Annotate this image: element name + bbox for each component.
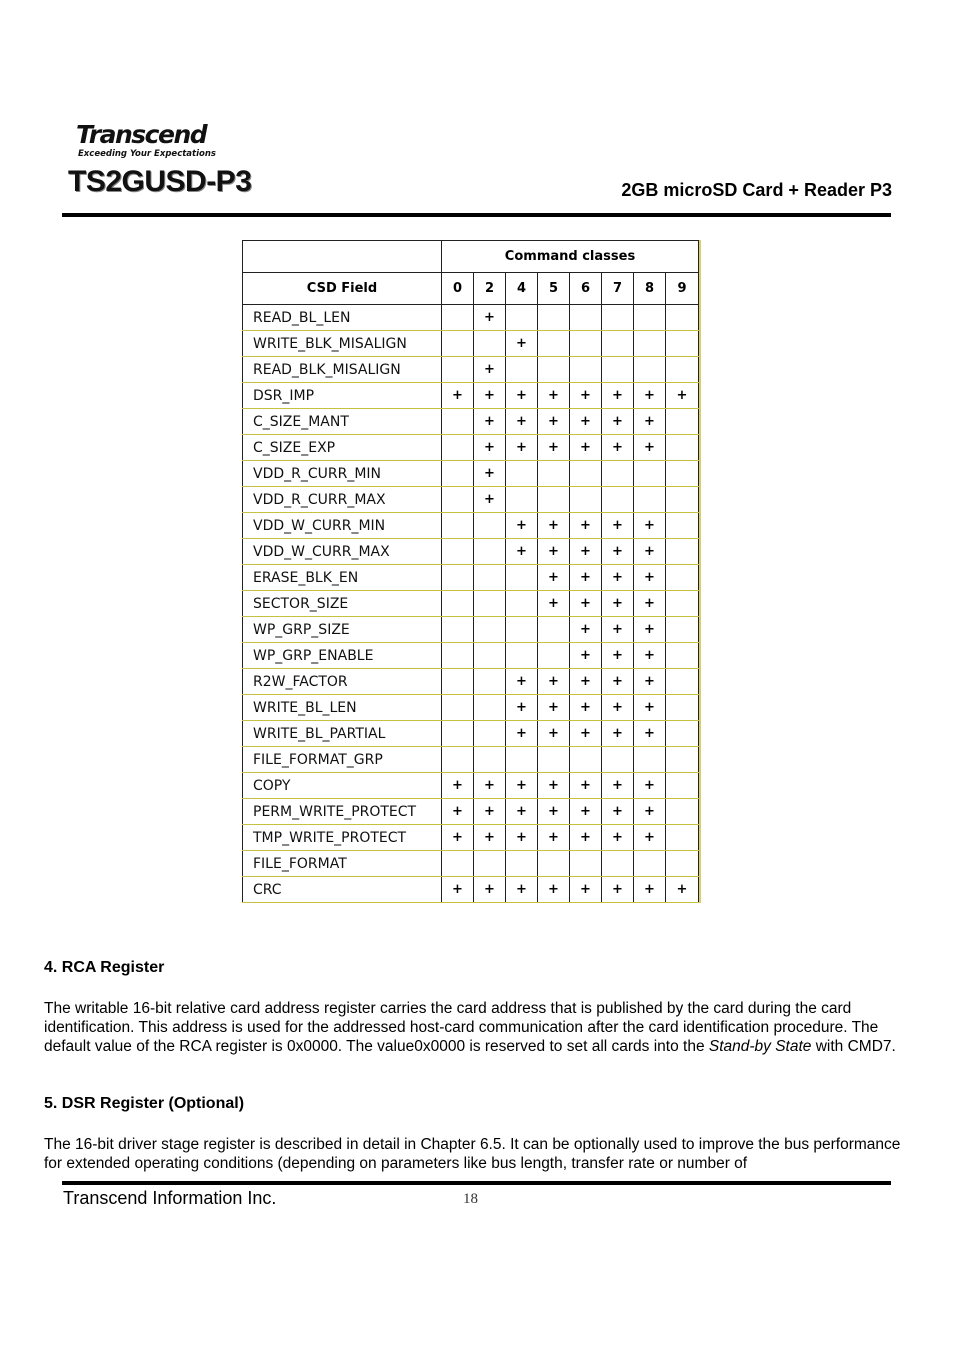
- class-support-cell: [474, 565, 506, 591]
- class-support-cell: +: [570, 513, 602, 539]
- class-support-cell: +: [538, 513, 570, 539]
- class-support-cell: +: [570, 877, 602, 903]
- class-support-cell: [506, 305, 538, 331]
- page-number: 18: [463, 1191, 478, 1207]
- class-support-cell: +: [602, 539, 634, 565]
- class-support-cell: +: [506, 435, 538, 461]
- class-support-cell: +: [634, 409, 666, 435]
- class-support-cell: [442, 721, 474, 747]
- class-support-cell: [666, 799, 699, 825]
- class-support-cell: +: [634, 721, 666, 747]
- class-support-cell: [442, 565, 474, 591]
- class-support-cell: +: [570, 383, 602, 409]
- class-support-cell: [666, 305, 699, 331]
- class-support-cell: [442, 513, 474, 539]
- class-support-cell: [442, 851, 474, 877]
- class-support-cell: [602, 357, 634, 383]
- table-row: [243, 539, 699, 565]
- class-support-cell: +: [634, 825, 666, 851]
- class-support-cell: +: [602, 435, 634, 461]
- footer-rule: [62, 1181, 891, 1185]
- logo-tagline: Exceeding Your Expectations: [78, 149, 216, 159]
- rca-section-title: 4. RCA Register: [44, 959, 165, 976]
- class-support-cell: +: [570, 539, 602, 565]
- table-row: [243, 305, 699, 331]
- class-support-cell: [442, 357, 474, 383]
- class-support-cell: +: [634, 617, 666, 643]
- table-row: [243, 721, 699, 747]
- table-row: [243, 851, 699, 877]
- class-support-cell: [666, 851, 699, 877]
- class-support-cell: [474, 643, 506, 669]
- class-support-cell: +: [474, 357, 506, 383]
- csd-field-name: C_SIZE_EXP: [243, 435, 442, 461]
- class-support-cell: [442, 331, 474, 357]
- class-support-cell: [442, 461, 474, 487]
- class-support-cell: +: [506, 877, 538, 903]
- logo-wordmark: Transcend: [76, 120, 207, 149]
- class-support-cell: +: [570, 669, 602, 695]
- class-support-cell: [666, 617, 699, 643]
- rca-text-part1: The writable 16-bit relative card address register carries the card address that is published by the card during the card identification. This address is used for the addressed host-card communication after the card identification procedure. The default value of the RCA register is 0x0000. The value0x0000 is reserved to set all cards into the: [44, 1000, 879, 1055]
- table-row: [243, 331, 699, 357]
- class-support-cell: +: [634, 435, 666, 461]
- class-support-cell: +: [634, 383, 666, 409]
- class-support-cell: [602, 851, 634, 877]
- class-support-cell: [666, 331, 699, 357]
- class-support-cell: +: [634, 877, 666, 903]
- class-support-cell: +: [538, 383, 570, 409]
- class-support-cell: [442, 643, 474, 669]
- class-support-cell: [442, 669, 474, 695]
- class-support-cell: +: [474, 383, 506, 409]
- class-support-cell: [442, 305, 474, 331]
- header-rule: [62, 213, 891, 217]
- table-row: [243, 747, 699, 773]
- class-support-cell: +: [602, 695, 634, 721]
- class-support-cell: +: [474, 461, 506, 487]
- csd-field-name: R2W_FACTOR: [243, 669, 442, 695]
- class-support-cell: +: [442, 383, 474, 409]
- csd-field-name: WP_GRP_ENABLE: [243, 643, 442, 669]
- class-support-cell: [474, 669, 506, 695]
- class-support-cell: [666, 357, 699, 383]
- class-support-cell: +: [634, 565, 666, 591]
- class-support-cell: [442, 409, 474, 435]
- class-support-cell: [474, 747, 506, 773]
- class-support-cell: +: [602, 383, 634, 409]
- class-support-cell: [634, 331, 666, 357]
- csd-field-name: VDD_W_CURR_MIN: [243, 513, 442, 539]
- class-support-cell: +: [474, 487, 506, 513]
- class-support-cell: +: [538, 721, 570, 747]
- csd-field-name: VDD_R_CURR_MAX: [243, 487, 442, 513]
- class-support-cell: [666, 539, 699, 565]
- class-support-cell: +: [570, 695, 602, 721]
- class-support-cell: +: [506, 825, 538, 851]
- csd-field-name: READ_BLK_MISALIGN: [243, 357, 442, 383]
- class-support-cell: [666, 721, 699, 747]
- table-row: [243, 877, 699, 903]
- class-support-cell: [442, 487, 474, 513]
- class-support-cell: +: [506, 773, 538, 799]
- class-support-cell: +: [442, 799, 474, 825]
- class-support-cell: [666, 461, 699, 487]
- table-row: [243, 773, 699, 799]
- table-row: [243, 409, 699, 435]
- class-support-cell: +: [602, 799, 634, 825]
- class-support-cell: +: [602, 591, 634, 617]
- class-support-cell: +: [602, 513, 634, 539]
- class-support-cell: [442, 591, 474, 617]
- class-support-cell: [474, 539, 506, 565]
- class-support-cell: [538, 357, 570, 383]
- class-support-cell: [506, 591, 538, 617]
- class-support-cell: +: [538, 799, 570, 825]
- class-support-cell: +: [570, 799, 602, 825]
- csd-field-name: WRITE_BLK_MISALIGN: [243, 331, 442, 357]
- class-support-cell: [666, 591, 699, 617]
- class-support-cell: +: [538, 669, 570, 695]
- dsr-section-title: 5. DSR Register (Optional): [44, 1095, 245, 1112]
- class-support-cell: +: [570, 617, 602, 643]
- class-support-cell: +: [602, 409, 634, 435]
- command-class-column-header: 4: [506, 273, 538, 305]
- class-support-cell: [538, 487, 570, 513]
- class-support-cell: +: [474, 825, 506, 851]
- class-support-cell: [506, 851, 538, 877]
- rca-text-emphasis: Stand-by State: [708, 1038, 812, 1055]
- class-support-cell: [538, 461, 570, 487]
- class-support-cell: [506, 747, 538, 773]
- class-support-cell: +: [506, 721, 538, 747]
- command-class-column-header: 2: [474, 273, 506, 305]
- command-class-column-header: 6: [570, 273, 602, 305]
- class-support-cell: [474, 331, 506, 357]
- class-support-cell: +: [666, 383, 699, 409]
- class-support-cell: [442, 435, 474, 461]
- csd-field-header: CSD Field: [243, 273, 442, 305]
- csd-field-name: SECTOR_SIZE: [243, 591, 442, 617]
- table-row: [243, 435, 699, 461]
- class-support-cell: [666, 669, 699, 695]
- class-support-cell: [666, 695, 699, 721]
- class-support-cell: [538, 617, 570, 643]
- class-support-cell: +: [570, 591, 602, 617]
- class-support-cell: +: [442, 773, 474, 799]
- csd-field-name: TMP_WRITE_PROTECT: [243, 825, 442, 851]
- class-support-cell: +: [602, 565, 634, 591]
- csd-field-name: WRITE_BL_PARTIAL: [243, 721, 442, 747]
- class-support-cell: +: [538, 591, 570, 617]
- class-support-cell: +: [538, 825, 570, 851]
- class-support-cell: [634, 487, 666, 513]
- class-support-cell: [634, 851, 666, 877]
- class-support-cell: +: [506, 799, 538, 825]
- table-row: [243, 461, 699, 487]
- product-subtitle: 2GB microSD Card + Reader P3: [621, 180, 892, 200]
- table-row: [243, 487, 699, 513]
- table-row: [243, 669, 699, 695]
- table-row: [243, 695, 699, 721]
- command-class-column-header: 8: [634, 273, 666, 305]
- class-support-cell: [570, 357, 602, 383]
- class-support-cell: +: [538, 565, 570, 591]
- class-support-cell: [538, 331, 570, 357]
- class-support-cell: +: [570, 721, 602, 747]
- class-support-cell: +: [474, 773, 506, 799]
- class-support-cell: +: [634, 513, 666, 539]
- csd-command-class-table: [242, 240, 699, 903]
- class-support-cell: [474, 695, 506, 721]
- class-support-cell: [666, 513, 699, 539]
- class-support-cell: +: [602, 617, 634, 643]
- csd-field-name: DSR_IMP: [243, 383, 442, 409]
- class-support-cell: +: [538, 409, 570, 435]
- csd-field-name: ERASE_BLK_EN: [243, 565, 442, 591]
- class-support-cell: +: [506, 669, 538, 695]
- table-row: [243, 643, 699, 669]
- class-support-cell: [666, 409, 699, 435]
- command-class-column-header: 7: [602, 273, 634, 305]
- transcend-logo: [68, 118, 218, 160]
- class-support-cell: +: [506, 695, 538, 721]
- class-support-cell: [506, 487, 538, 513]
- class-support-cell: [666, 773, 699, 799]
- class-support-cell: +: [570, 643, 602, 669]
- class-support-cell: +: [538, 773, 570, 799]
- csd-field-name: WRITE_BL_LEN: [243, 695, 442, 721]
- product-model: TS2GUSD-P3: [68, 165, 252, 198]
- class-support-cell: +: [602, 721, 634, 747]
- class-support-cell: +: [538, 539, 570, 565]
- class-support-cell: [634, 357, 666, 383]
- class-support-cell: [474, 721, 506, 747]
- class-support-cell: +: [474, 799, 506, 825]
- table-row: [243, 799, 699, 825]
- class-support-cell: +: [634, 591, 666, 617]
- class-support-cell: [602, 487, 634, 513]
- table-row: [243, 357, 699, 383]
- command-class-column-header: 0: [442, 273, 474, 305]
- table-corner-cell: [243, 241, 442, 273]
- class-support-cell: [474, 591, 506, 617]
- csd-field-name: FILE_FORMAT: [243, 851, 442, 877]
- csd-field-name: CRC: [243, 877, 442, 903]
- footer-company: Transcend Information Inc.: [63, 1188, 277, 1208]
- class-support-cell: [506, 461, 538, 487]
- csd-field-name: WP_GRP_SIZE: [243, 617, 442, 643]
- class-support-cell: [602, 461, 634, 487]
- class-support-cell: +: [506, 331, 538, 357]
- class-support-cell: +: [602, 669, 634, 695]
- class-support-cell: +: [538, 695, 570, 721]
- class-support-cell: [666, 565, 699, 591]
- class-support-cell: [442, 695, 474, 721]
- class-support-cell: +: [634, 669, 666, 695]
- class-support-cell: +: [602, 877, 634, 903]
- class-support-cell: [506, 565, 538, 591]
- table-row: [243, 383, 699, 409]
- csd-field-name: READ_BL_LEN: [243, 305, 442, 331]
- class-support-cell: [538, 851, 570, 877]
- class-support-cell: [634, 747, 666, 773]
- class-support-cell: [570, 331, 602, 357]
- class-support-cell: [666, 487, 699, 513]
- csd-field-name: VDD_R_CURR_MIN: [243, 461, 442, 487]
- rca-paragraph: [44, 999, 904, 1056]
- csd-field-name: C_SIZE_MANT: [243, 409, 442, 435]
- class-support-cell: [570, 461, 602, 487]
- class-support-cell: [506, 357, 538, 383]
- class-support-cell: +: [570, 435, 602, 461]
- class-support-cell: [442, 539, 474, 565]
- class-support-cell: +: [602, 825, 634, 851]
- table-row: [243, 825, 699, 851]
- class-support-cell: [602, 305, 634, 331]
- class-support-cell: +: [506, 383, 538, 409]
- class-support-cell: +: [634, 539, 666, 565]
- class-support-cell: [442, 617, 474, 643]
- class-support-cell: [570, 747, 602, 773]
- class-support-cell: [506, 643, 538, 669]
- class-support-cell: +: [570, 773, 602, 799]
- csd-field-name: VDD_W_CURR_MAX: [243, 539, 442, 565]
- class-support-cell: +: [474, 435, 506, 461]
- class-support-cell: +: [634, 799, 666, 825]
- class-support-cell: [442, 747, 474, 773]
- class-support-cell: [666, 643, 699, 669]
- class-support-cell: +: [666, 877, 699, 903]
- class-support-cell: [602, 331, 634, 357]
- csd-field-name: FILE_FORMAT_GRP: [243, 747, 442, 773]
- class-support-cell: +: [538, 877, 570, 903]
- class-support-cell: [538, 643, 570, 669]
- dsr-paragraph: The 16-bit driver stage register is described in detail in Chapter 6.5. It can be optionally used to improve the bus performance for extended operating conditions (depending on parameters like bus length, transfer rate or number of: [44, 1136, 901, 1172]
- class-support-cell: [570, 305, 602, 331]
- class-support-cell: [666, 747, 699, 773]
- class-support-cell: +: [538, 435, 570, 461]
- class-support-cell: +: [474, 409, 506, 435]
- csd-field-name: COPY: [243, 773, 442, 799]
- class-support-cell: +: [570, 409, 602, 435]
- class-support-cell: +: [602, 643, 634, 669]
- class-support-cell: [474, 851, 506, 877]
- table-row: [243, 617, 699, 643]
- class-support-cell: +: [634, 695, 666, 721]
- class-support-cell: +: [474, 305, 506, 331]
- class-support-cell: [634, 461, 666, 487]
- table-row: [243, 565, 699, 591]
- class-support-cell: [538, 747, 570, 773]
- class-support-cell: [474, 617, 506, 643]
- class-support-cell: +: [442, 877, 474, 903]
- class-support-cell: [602, 747, 634, 773]
- class-support-cell: +: [506, 513, 538, 539]
- class-support-cell: +: [634, 773, 666, 799]
- command-class-column-header: 5: [538, 273, 570, 305]
- class-support-cell: +: [506, 409, 538, 435]
- command-class-column-header: 9: [666, 273, 699, 305]
- class-support-cell: +: [570, 825, 602, 851]
- class-support-cell: [666, 825, 699, 851]
- class-support-cell: [666, 435, 699, 461]
- class-support-cell: [474, 513, 506, 539]
- csd-field-name: PERM_WRITE_PROTECT: [243, 799, 442, 825]
- class-support-cell: [570, 851, 602, 877]
- class-support-cell: [506, 617, 538, 643]
- command-classes-header: Command classes: [442, 241, 699, 273]
- table-row: [243, 513, 699, 539]
- class-support-cell: +: [442, 825, 474, 851]
- class-support-cell: [570, 487, 602, 513]
- class-support-cell: [538, 305, 570, 331]
- table-row: [243, 591, 699, 617]
- class-support-cell: +: [602, 773, 634, 799]
- class-support-cell: +: [570, 565, 602, 591]
- class-support-cell: [634, 305, 666, 331]
- class-support-cell: +: [634, 643, 666, 669]
- rca-text-part2: with CMD7.: [811, 1038, 896, 1055]
- class-support-cell: +: [506, 539, 538, 565]
- class-support-cell: +: [474, 877, 506, 903]
